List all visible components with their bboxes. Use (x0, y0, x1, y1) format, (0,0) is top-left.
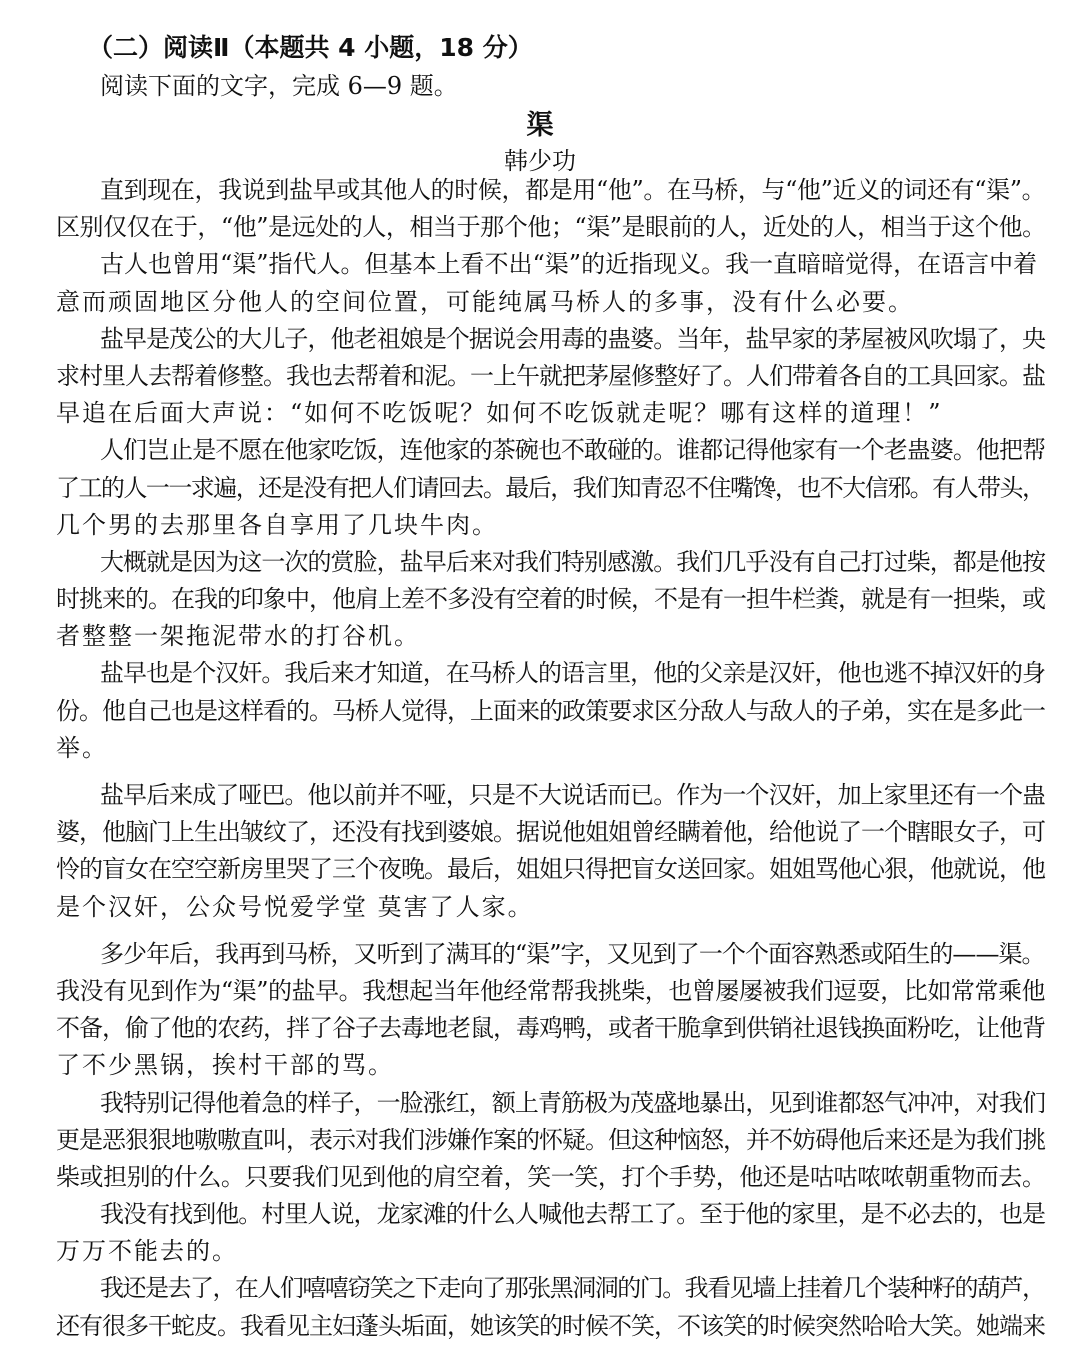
paragraph-line: 了不少黑锅，挨村干部的骂。 (56, 1051, 394, 1080)
paragraph-line: 几个男的去那里各自享用了几块牛肉。 (56, 510, 498, 539)
paragraph-line: 盐早也是个汉奸。我后来才知道，在马桥人的语言里，他的父亲是汉奸，他也逃不掉汉奸的身 (100, 659, 1046, 688)
paragraph-line: 份。他自己也是这样看的。马桥人觉得，上面来的政策要求区分敌人与敌人的子弟，实在是多此一 (56, 696, 1045, 725)
paragraph-line: 婆，他脑门上生出皱纹了，还没有找到婆娘。据说他姐姐曾经瞒着他，给他说了一个瞎眼女子，可 (56, 818, 1045, 847)
paragraph-line: 求村里人去帮着修整。我也去帮着和泥。一上午就把茅屋修整好了。人们带着各自的工具回家。盐 (56, 361, 1045, 390)
paragraph-line: 举。 (56, 733, 108, 762)
reading-instruction: 阅读下面的文字，完成 6—9 题。 (100, 72, 458, 100)
paragraph-line: 是个汉奸，公众号悦爱学堂 莫害了人家。 (56, 892, 534, 921)
paragraph-line: 盐早是茂公的大儿子，他老祖娘是个据说会用毒的蛊婆。当年，盐早家的茅屋被风吹塌了，央 (100, 324, 1046, 353)
paragraph-line: 者整整一架拖泥带水的打谷机。 (56, 622, 420, 651)
article-paragraph (56, 777, 1046, 926)
paragraph-line: 还有很多干蛇皮。我看见主妇蓬头垢面，她该笑的时候不笑，不该笑的时候突然哈哈大笑。她端来 (56, 1311, 1045, 1340)
paragraph-line: 我没有见到作为“渠”的盐早。我想起当年他经常帮我挑柴，也曾屡屡被我们逗耍，比如常常乘他 (56, 976, 1046, 1005)
paragraph-line: 直到现在，我说到盐早或其他人的时候，都是用“他”。在马桥，与“他”近义的词还有“渠”。 (100, 176, 1046, 204)
paragraph-line: 早追在后面大声说：“如何不吃饭呢？如何不吃饭就走呢？哪有这样的道理！” (56, 399, 943, 428)
article-paragraph (56, 544, 1046, 656)
paragraph-line: 柴或担别的什么。只要我们见到他的肩空着，笑一笑，打个手势，他还是咕咕哝哝朝重物而去。 (56, 1162, 1046, 1191)
article-paragraph (56, 655, 1046, 767)
paragraph-line: 人们岂止是不愿在他家吃饭，连他家的茶碗也不敢碰的。谁都记得他家有一个老蛊婆。他把帮 (100, 436, 1046, 465)
paragraph-line: 意而顽固地区分他人的空间位置，可能纯属马桥人的多事，没有什么必要。 (56, 287, 914, 316)
article-paragraph (56, 1270, 1046, 1344)
article-body (56, 172, 1046, 1345)
paragraph-line: 古人也曾用“渠”指代人。但基本上看不出“渠”的近指现义。我一直暗暗觉得，在语言中着 (100, 250, 1038, 279)
paragraph-line: 万万不能去的。 (56, 1237, 238, 1266)
paragraph-line: 时挑来的。在我的印象中，他肩上差不多没有空着的时候，不是有一担牛栏粪，就是有一担柴，或 (56, 585, 1045, 614)
section-heading: （二）阅读Ⅱ（本题共 4 小题，18 分） (88, 33, 533, 62)
article-paragraph (56, 321, 1046, 433)
article-paragraph (56, 432, 1046, 544)
paragraph-line: 我还是去了，在人们嘻嘻窃笑之下走向了那张黑洞洞的门。我看见墙上挂着几个装种籽的葫芦， (100, 1274, 1045, 1303)
paragraph-line: 怜的盲女在空空新房里哭了三个夜晚。最后，姐姐只得把盲女送回家。姐姐骂他心狠，他就说，他 (56, 855, 1045, 884)
article-paragraph (56, 246, 1046, 320)
paragraph-line: 大概就是因为这一次的赏脸，盐早后来对我们特别感激。我们几乎没有自己打过柴，都是他按 (100, 547, 1046, 576)
article-paragraph (56, 172, 1046, 246)
paragraph-line: 了工的人一一求遍，还是没有把人们请回去。最后，我们知青忍不住嘴馋，也不大信邪。有人带头， (56, 473, 1045, 502)
article-title: 渠 (526, 110, 554, 141)
article-paragraph (56, 1085, 1046, 1197)
paragraph-line: 我特别记得他着急的样子，一脸涨红，额上青筋极为茂盛地暴出，见到谁都怒气冲冲，对我们 (100, 1088, 1046, 1117)
paragraph-line: 多少年后，我再到马桥，又听到了满耳的“渠”字，又见到了一个个面容熟悉或陌生的——渠。 (100, 939, 1045, 968)
paragraph-line: 更是恶狠狠地嗷嗷直叫，表示对我们涉嫌作案的怀疑。但这种恼怒，并不妨碍他后来还是为我们挑 (56, 1125, 1045, 1154)
article-author: 韩少功 (504, 147, 576, 175)
paragraph-line: 盐早后来成了哑巴。他以前并不哑，只是不大说话而已。作为一个汉奸，加上家里还有一个蛊 (100, 781, 1046, 809)
paragraph-line: 我没有找到他。村里人说，龙家滩的什么人喊他去帮工了。至于他的家里，是不必去的，也是 (100, 1200, 1046, 1229)
article-paragraph (56, 1196, 1046, 1270)
paragraph-line: 不备，偷了他的农药，拌了谷子去毒地老鼠，毒鸡鸭，或者干脆拿到供销社退钱换面粉吃，让他背 (56, 1014, 1045, 1043)
paragraph-line: 区别仅仅在于，“他”是远处的人，相当于那个他；“渠”是眼前的人，近处的人，相当于这个他。 (56, 213, 1046, 242)
article-paragraph (56, 936, 1046, 1085)
